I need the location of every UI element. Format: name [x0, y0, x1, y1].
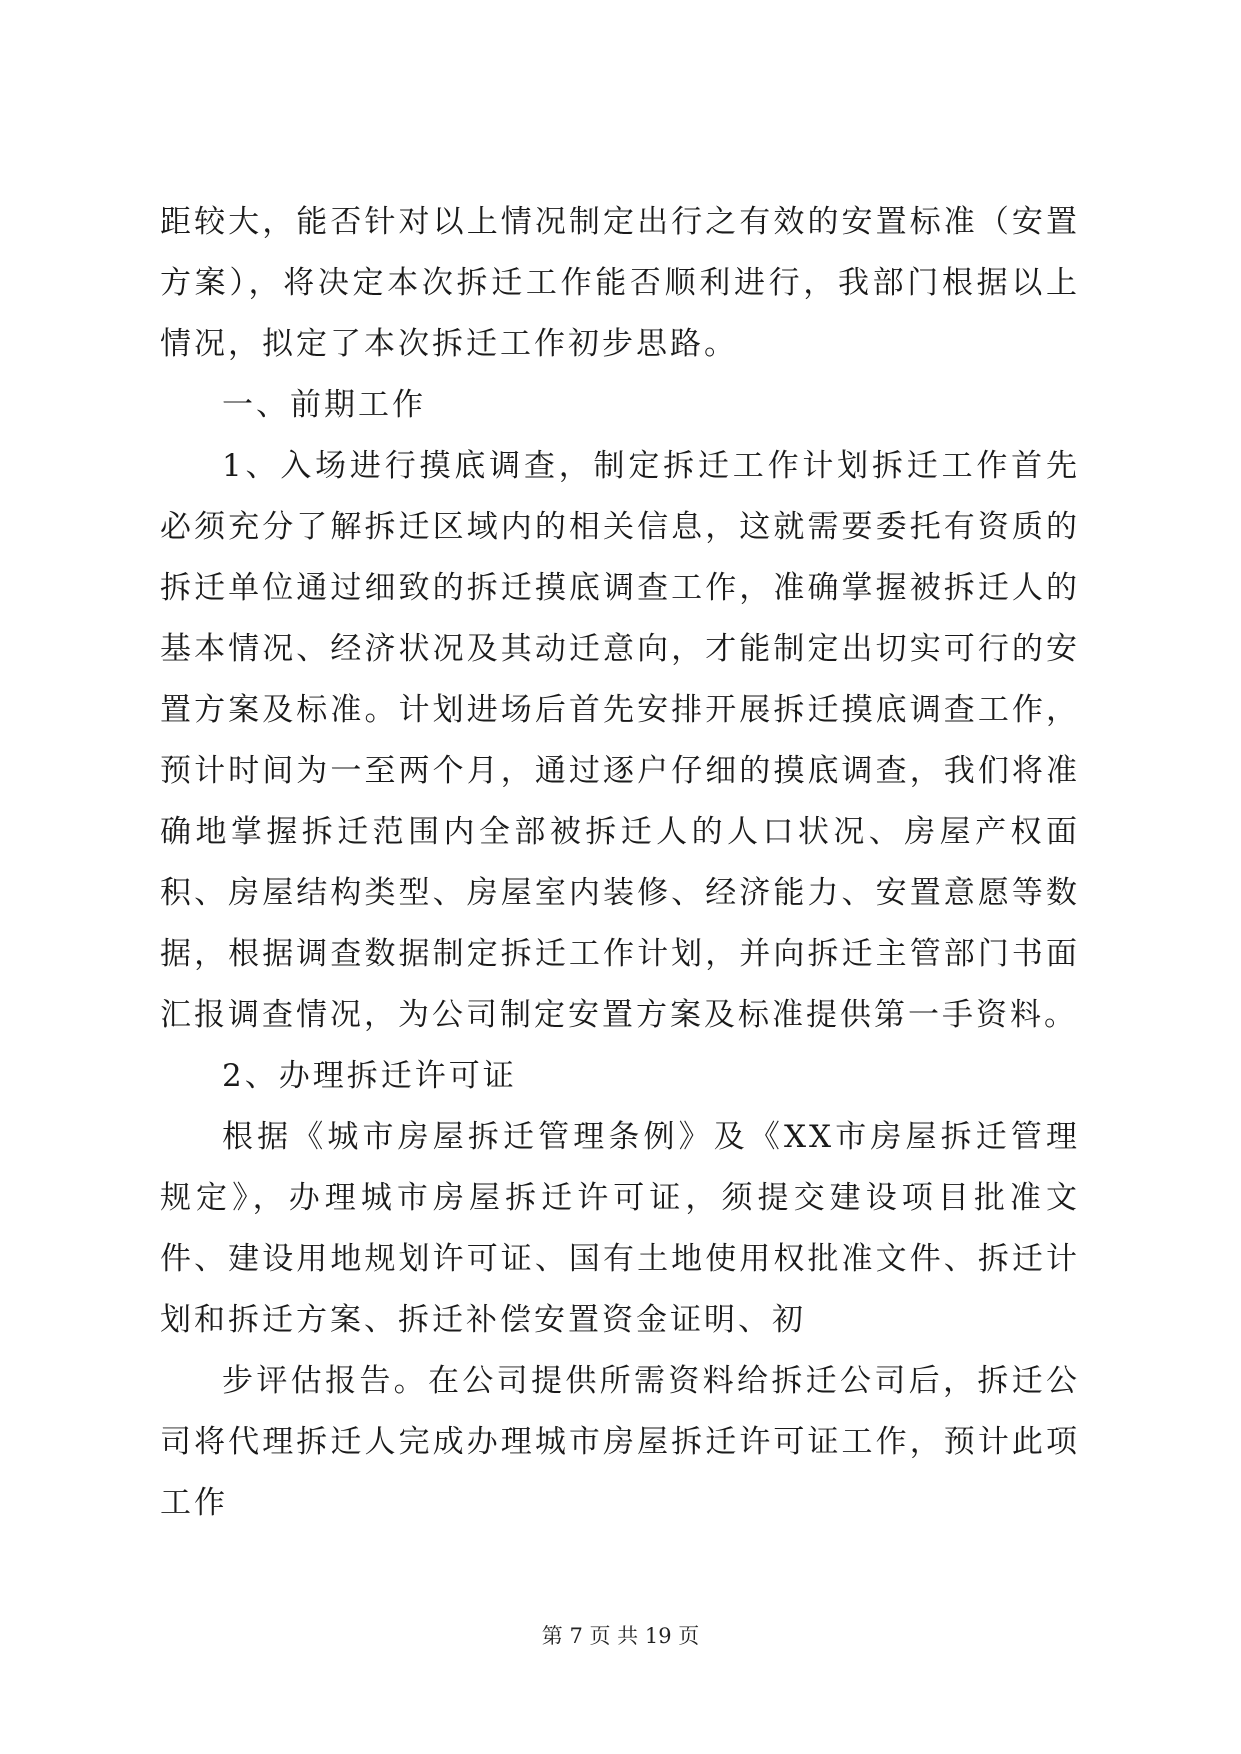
section-heading-preliminary-work: 一、前期工作	[222, 387, 426, 423]
paragraph-assessment-report: 步评估报告。在公司提供所需资料给拆迁公司后，拆迁公司将代理拆迁人完成办理城市房屋拆迁许可证工作，预计此项工作	[160, 1363, 1080, 1521]
paragraph-survey: 1、入场进行摸底调查，制定拆迁工作计划拆迁工作首先必须充分了解拆迁区域内的相关信息，这就需要委托有资质的拆迁单位通过细致的拆迁摸底调查工作，准确掌握被拆迁人的基本情况、经济状况及其动迁意向，才能制定出切实可行的安置方案及标准。计划进场后首先安排开展拆迁摸底调查工作，预计时间为一至两个月，通过逐户仔细的摸底调查，我们将准确地掌握拆迁范围内全部被拆迁人的人口状况、房屋产权面积、房屋结构类型、房屋室内装修、经济能力、安置意愿等数据，根据调查数据制定拆迁工作计划，并向拆迁主管部门书面汇报调查情况，为公司制定安置方案及标准提供第一手资料。	[160, 448, 1080, 1033]
document-body	[160, 192, 1080, 1534]
paragraph-permit-requirements: 根据《城市房屋拆迁管理条例》及《XX市房屋拆迁管理规定》，办理城市房屋拆迁许可证，须提交建设项目批准文件、建设用地规划许可证、国有土地使用权批准文件、拆迁计划和拆迁方案、拆迁补偿安置资金证明、初	[160, 1119, 1080, 1338]
page-number-footer: 第 7 页 共 19 页	[541, 1624, 700, 1648]
paragraph-1: 距较大，能否针对以上情况制定出行之有效的安置标准（安置方案），将决定本次拆迁工作能否顺利进行，我部门根据以上情况，拟定了本次拆迁工作初步思路。	[160, 204, 1080, 362]
subheading-permit: 2、办理拆迁许可证	[222, 1058, 517, 1094]
